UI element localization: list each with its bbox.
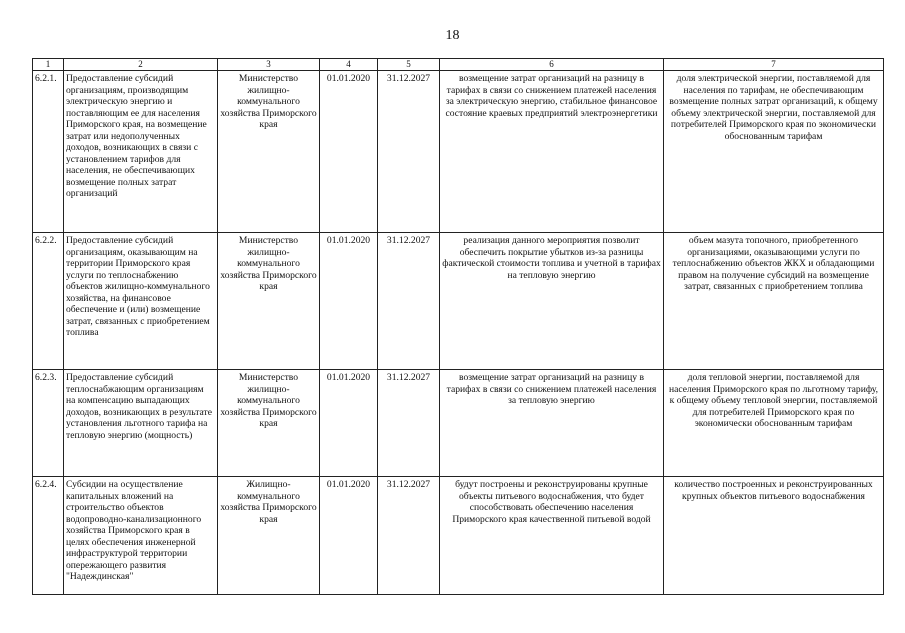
expected-result: реализация данного мероприятия позволит обеспечить покрытие убытков из-за разницы фактической стоимости топлива и учетной в тарифах на тепловую энергию bbox=[440, 233, 664, 370]
expected-result: будут построены и реконструированы крупные объекты питьевого водоснабжения, что будет способствовать обеспечению населения Приморского края качественной питьевой водой bbox=[440, 477, 664, 595]
executor: Министерство жилищно-коммунального хозяйства Приморского края bbox=[218, 370, 320, 477]
row-number: 6.2.4. bbox=[33, 477, 64, 595]
header-row bbox=[33, 59, 884, 71]
header-col-7: 7 bbox=[664, 59, 884, 71]
start-date: 01.01.2020 bbox=[320, 71, 378, 233]
table-row bbox=[33, 233, 884, 370]
indicator: количество построенных и реконструированных крупных объектов питьевого водоснабжения bbox=[664, 477, 884, 595]
header-col-6: 6 bbox=[440, 59, 664, 71]
executor: Министерство жилищно-коммунального хозяйства Приморского края bbox=[218, 233, 320, 370]
end-date: 31.12.2027 bbox=[378, 233, 440, 370]
measure-name: Предоставление субсидий теплоснабжающим организациям на компенсацию выпадающих доходов, возникающих в результате установления льготного тарифа на тепловую энергию (мощность) bbox=[64, 370, 218, 477]
indicator: объем мазута топочного, приобретенного организациями, оказывающими услуги по теплоснабжению объектов ЖКХ и обладающими правом на получение субсидий на возмещение затрат, связанных с приобретением топлива bbox=[664, 233, 884, 370]
expected-result: возмещение затрат организаций на разницу в тарифах в связи со снижением платежей населения за электрическую энергию, стабильное финансовое состояние краевых предприятий электроэнергетики bbox=[440, 71, 664, 233]
header-col-2: 2 bbox=[64, 59, 218, 71]
indicator: доля тепловой энергии, поставляемой для населения Приморского края по льготному тарифу, к общему объему тепловой энергии, поставляемой для потребителей Приморского края по экономически обоснованным тарифам bbox=[664, 370, 884, 477]
start-date: 01.01.2020 bbox=[320, 233, 378, 370]
measure-name: Субсидии на осуществление капитальных вложений на строительство объектов водопроводно-канализационного хозяйства Приморского края в целях обеспечения инженерной инфраструктурой территории опережающего развития "Надеждинская" bbox=[64, 477, 218, 595]
measure-name: Предоставление субсидий организациям, оказывающим на территории Приморского края услуги по теплоснабжению объектов жилищно-коммунального хозяйства, на финансовое обеспечение и (или) возмещение затрат, связанных с приобретением топлива bbox=[64, 233, 218, 370]
end-date: 31.12.2027 bbox=[378, 477, 440, 595]
header-col-4: 4 bbox=[320, 59, 378, 71]
table-row bbox=[33, 370, 884, 477]
indicator: доля электрической энергии, поставляемой для населения по тарифам, не обеспечивающим возмещение полных затрат организаций, к общему объему электрической энергии, поставляемой для потребителей Приморского края по экономически обоснованным тарифам bbox=[664, 71, 884, 233]
end-date: 31.12.2027 bbox=[378, 370, 440, 477]
table-row bbox=[33, 71, 884, 233]
header-col-3: 3 bbox=[218, 59, 320, 71]
measure-name: Предоставление субсидий организациям, производящим электрическую энергию и поставляющим ее для населения Приморского края, на возмещение затрат или недополученных доходов, возникающих в связи с установлением тарифов для населения, не обеспечивающих возмещение полных затрат организаций bbox=[64, 71, 218, 233]
header-col-5: 5 bbox=[378, 59, 440, 71]
measures-table bbox=[32, 58, 884, 595]
executor: Министерство жилищно-коммунального хозяйства Приморского края bbox=[218, 71, 320, 233]
executor: Жилищно-коммунального хозяйства Приморского края bbox=[218, 477, 320, 595]
row-number: 6.2.2. bbox=[33, 233, 64, 370]
table-row bbox=[33, 477, 884, 595]
expected-result: возмещение затрат организаций на разницу в тарифах в связи со снижением платежей населения за тепловую энергию bbox=[440, 370, 664, 477]
row-number: 6.2.1. bbox=[33, 71, 64, 233]
row-number: 6.2.3. bbox=[33, 370, 64, 477]
header-col-1: 1 bbox=[33, 59, 64, 71]
end-date: 31.12.2027 bbox=[378, 71, 440, 233]
page-number: 18 bbox=[445, 28, 460, 43]
start-date: 01.01.2020 bbox=[320, 370, 378, 477]
start-date: 01.01.2020 bbox=[320, 477, 378, 595]
